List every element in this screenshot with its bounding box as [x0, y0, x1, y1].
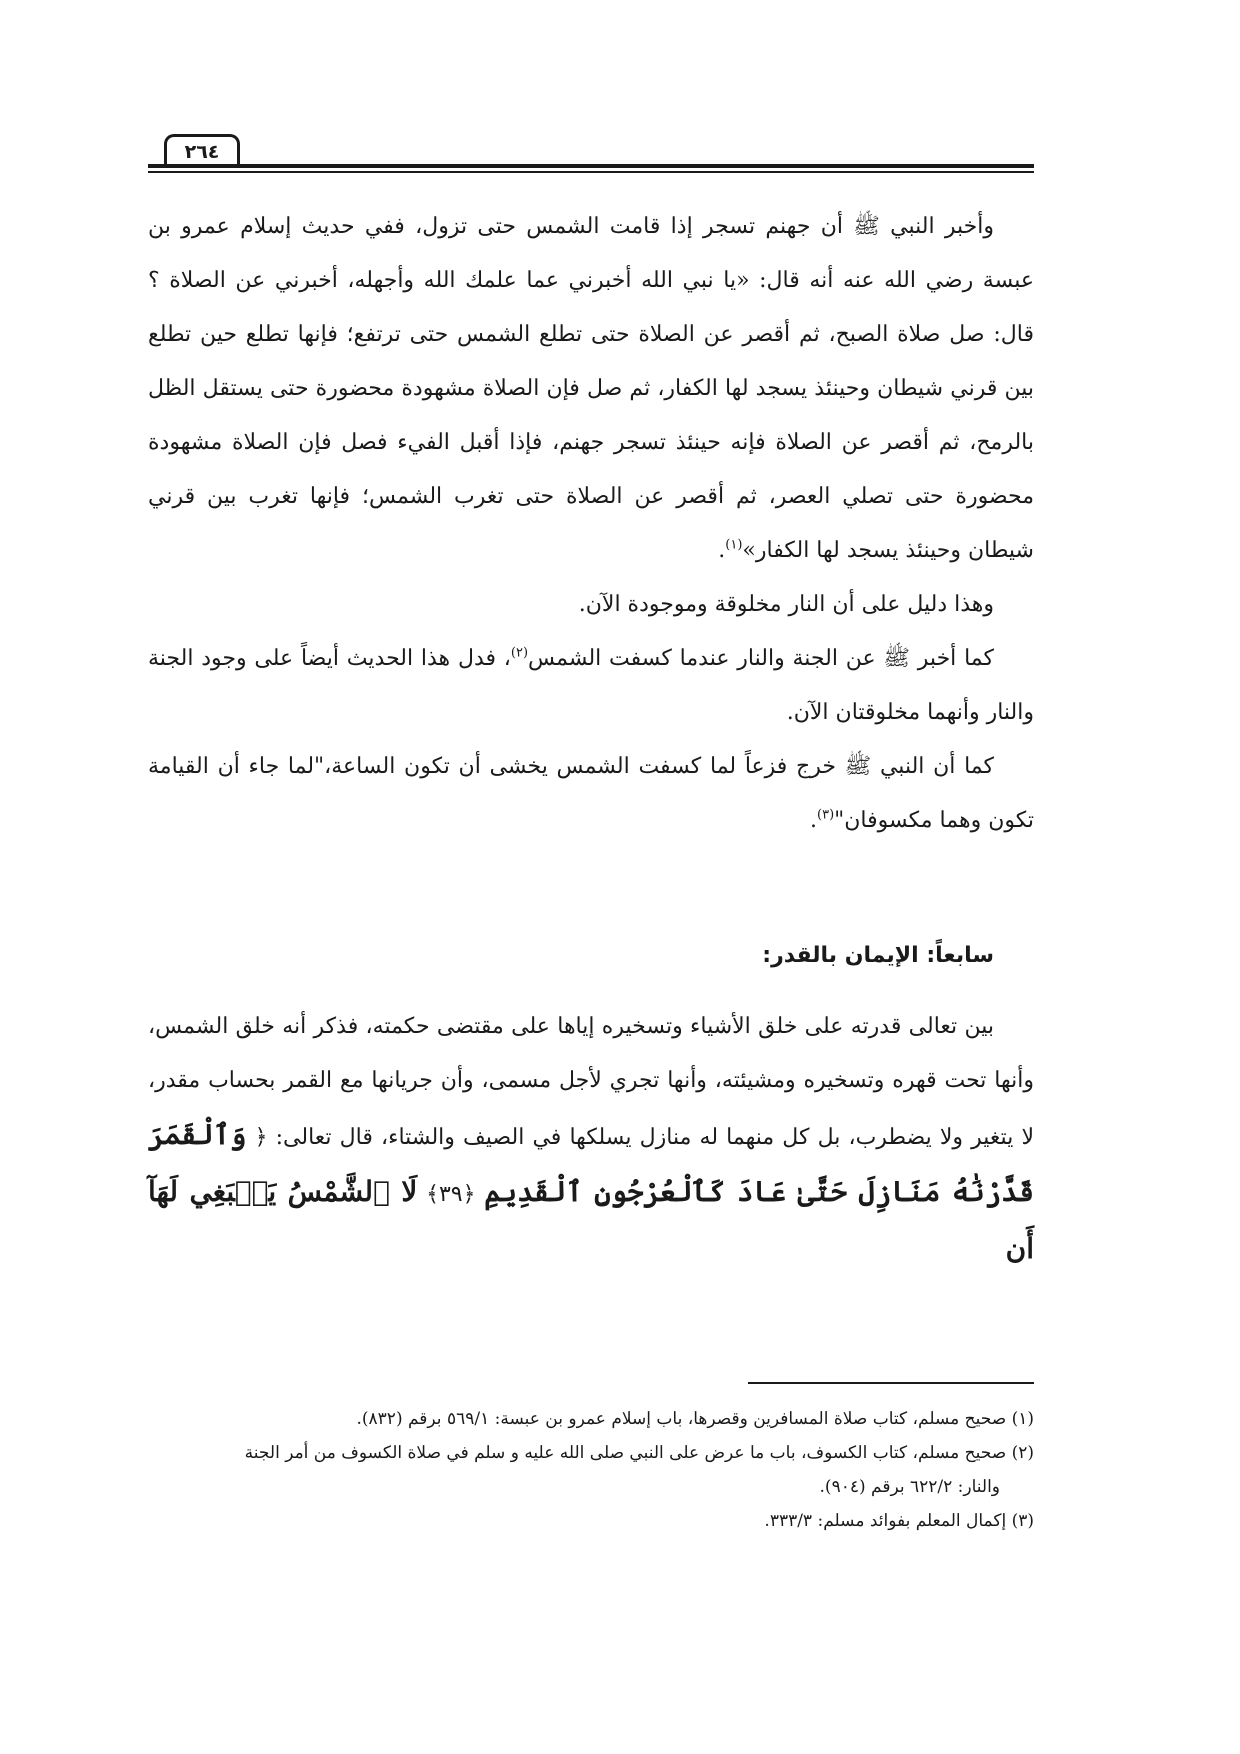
paragraph-hour: كما أن النبي ﷺ خرج فزعاً لما كسفت الشمس يخشى أن تكون الساعة،"لما جاء أن القيامة تكون وهما مكسوفان"$^{(٣)}$. [148, 754, 1034, 833]
footnote-2-continued: والنار: ٦٢٢/٢ برقم (٩٠٤). [819, 1477, 1000, 1497]
paragraph-hadith-text: وأخبر النبي ﷺ أن جهنم تسجر إذا قامت الشمس حتى تزول، ففي حديث إسلام عمرو بن عبسة رضي الله عنه أنه قال: «يا نبي الله أخبرني عما علمك الله وأجهله، أخبرني عن الصلاة ؟ قال: صل صلاة الصبح، ثم أقصر عن الصلاة حتى تطلع الشمس حتى ترتفع؛ فإنها تطلع حين تطلع بين قرني شيطان وحينئذ يسجد لها الكفار، ثم صل فإن الصلاة مشهودة محضورة حتى يستقل الظل بالرمح، ثم أقصر عن الصلاة فإنه حينئذ تسجر جهنم، فإذا أقبل الفيء فصل فإن الصلاة مشهودة محضورة حتى تصلي العصر، ثم أقصر عن الصلاة حتى تغرب الشمس؛ فإنها تغرب بين قرني شيطان وحينئذ يسجد لها الكفار» [148, 214, 1034, 563]
paragraph-hadith: وأخبر النبي ﷺ أن جهنم تسجر إذا قامت الشمس حتى تزول، ففي حديث إسلام عمرو بن عبسة رضي الله عنه أنه قال: «يا نبي الله أخبرني عما علمك الله وأجهله، أخبرني عن الصلاة ؟ قال: صل صلاة الصبح، ثم أقصر عن الصلاة حتى تطلع الشمس حتى ترتفع؛ فإنها تطلع حين تطلع بين قرني شيطان وحينئذ يسجد لها الكفار، ثم صل فإن الصلاة مشهودة محضورة حتى يستقل الظل بالرمح، ثم أقصر عن الصلاة فإنه حينئذ تسجر جهنم، فإذا أقبل الفيء فصل فإن الصلاة مشهودة محضورة حتى تصلي العصر، ثم أقصر عن الصلاة حتى تغرب الشمس؛ فإنها تغرب بين قرني شيطان وحينئذ يسجد لها الكفار»$^{(١)}$. [148, 214, 1034, 563]
paragraph-eclipse-text-b: ، فدل هذا الحديث أيضاً على وجود الجنة والنار وأنهما مخلوقتان الآن. [148, 646, 1034, 725]
quran-open-bracket: ﴿ [254, 1125, 268, 1150]
paragraph-hour-text: كما أن النبي ﷺ خرج فزعاً لما كسفت الشمس يخشى أن تكون الساعة،"لما جاء أن القيامة تكون وهما مكسوفان" [148, 754, 1034, 833]
header-rule [148, 164, 1034, 168]
quran-verse: وَٱلْقَمَرَ قَدَّرْنَٰهُ مَنَازِلَ حَتَّىٰ عَادَ كَٱلْعُرْجُونِ ٱلْقَدِيمِ [148, 1118, 1034, 1208]
paragraph-evidence: وهذا دليل على أن النار مخلوقة وموجودة الآن. [578, 592, 994, 617]
section-heading: سابعاً: الإيمان بالقدر: [762, 943, 994, 968]
footnote-ref-2: (٢) [510, 645, 529, 661]
footnote-ref-1: (١) [725, 537, 743, 553]
ayah-marker: ﴿٣٩﴾ [426, 1182, 476, 1207]
section-paragraph-text: بين تعالى قدرته على خلق الأشياء وتسخيره إياها على مقتضى حكمته، فذكر أنه خلق الشمس، وأنها تحت قهره وتسخيره ومشيئته، وأنها تجري لأجل مسمى، وأن جريانها مع القمر بحساب مقدر، لا يتغير ولا يضطرب، بل كل منهما له منازل يسلكها في الصيف والشتاء، قال تعالى: [148, 1014, 1035, 1150]
section-paragraph [148, 1000, 1034, 1279]
quran-verse-continued: لَا ٱلشَّمْسُ يَنۢبَغِي لَهَآ أَن [148, 1175, 1034, 1265]
footnote-separator [748, 1382, 1034, 1384]
paragraph-eclipse [148, 632, 1034, 740]
footnote-ref-3: (٣) [817, 807, 835, 823]
footnotes [148, 1402, 1034, 1538]
footnote-3: (٣) إكمال المعلم بفوائد مسلم: ٣٣٣/٣. [764, 1511, 1034, 1531]
page-number: ٢٦٤ [164, 134, 240, 167]
page-header [148, 118, 1034, 170]
footnote-1: (١) صحيح مسلم، كتاب صلاة المسافرين وقصرها، باب إسلام عمرو بن عبسة: ٥٦٩/١ برقم (٨٣٢). [356, 1409, 1034, 1429]
section-text [148, 1000, 1034, 1279]
footnote-2: (٢) صحيح مسلم، كتاب الكسوف، باب ما عرض على النبي صلى الله عليه و سلم في صلاة الكسوف من أمر الجنة [244, 1443, 1034, 1463]
paragraph-eclipse-text-a: كما أخبر ﷺ عن الجنة والنار عندما كسفت الشمس [528, 646, 994, 671]
main-text [148, 200, 1034, 848]
header-rule-thin [148, 171, 1034, 173]
